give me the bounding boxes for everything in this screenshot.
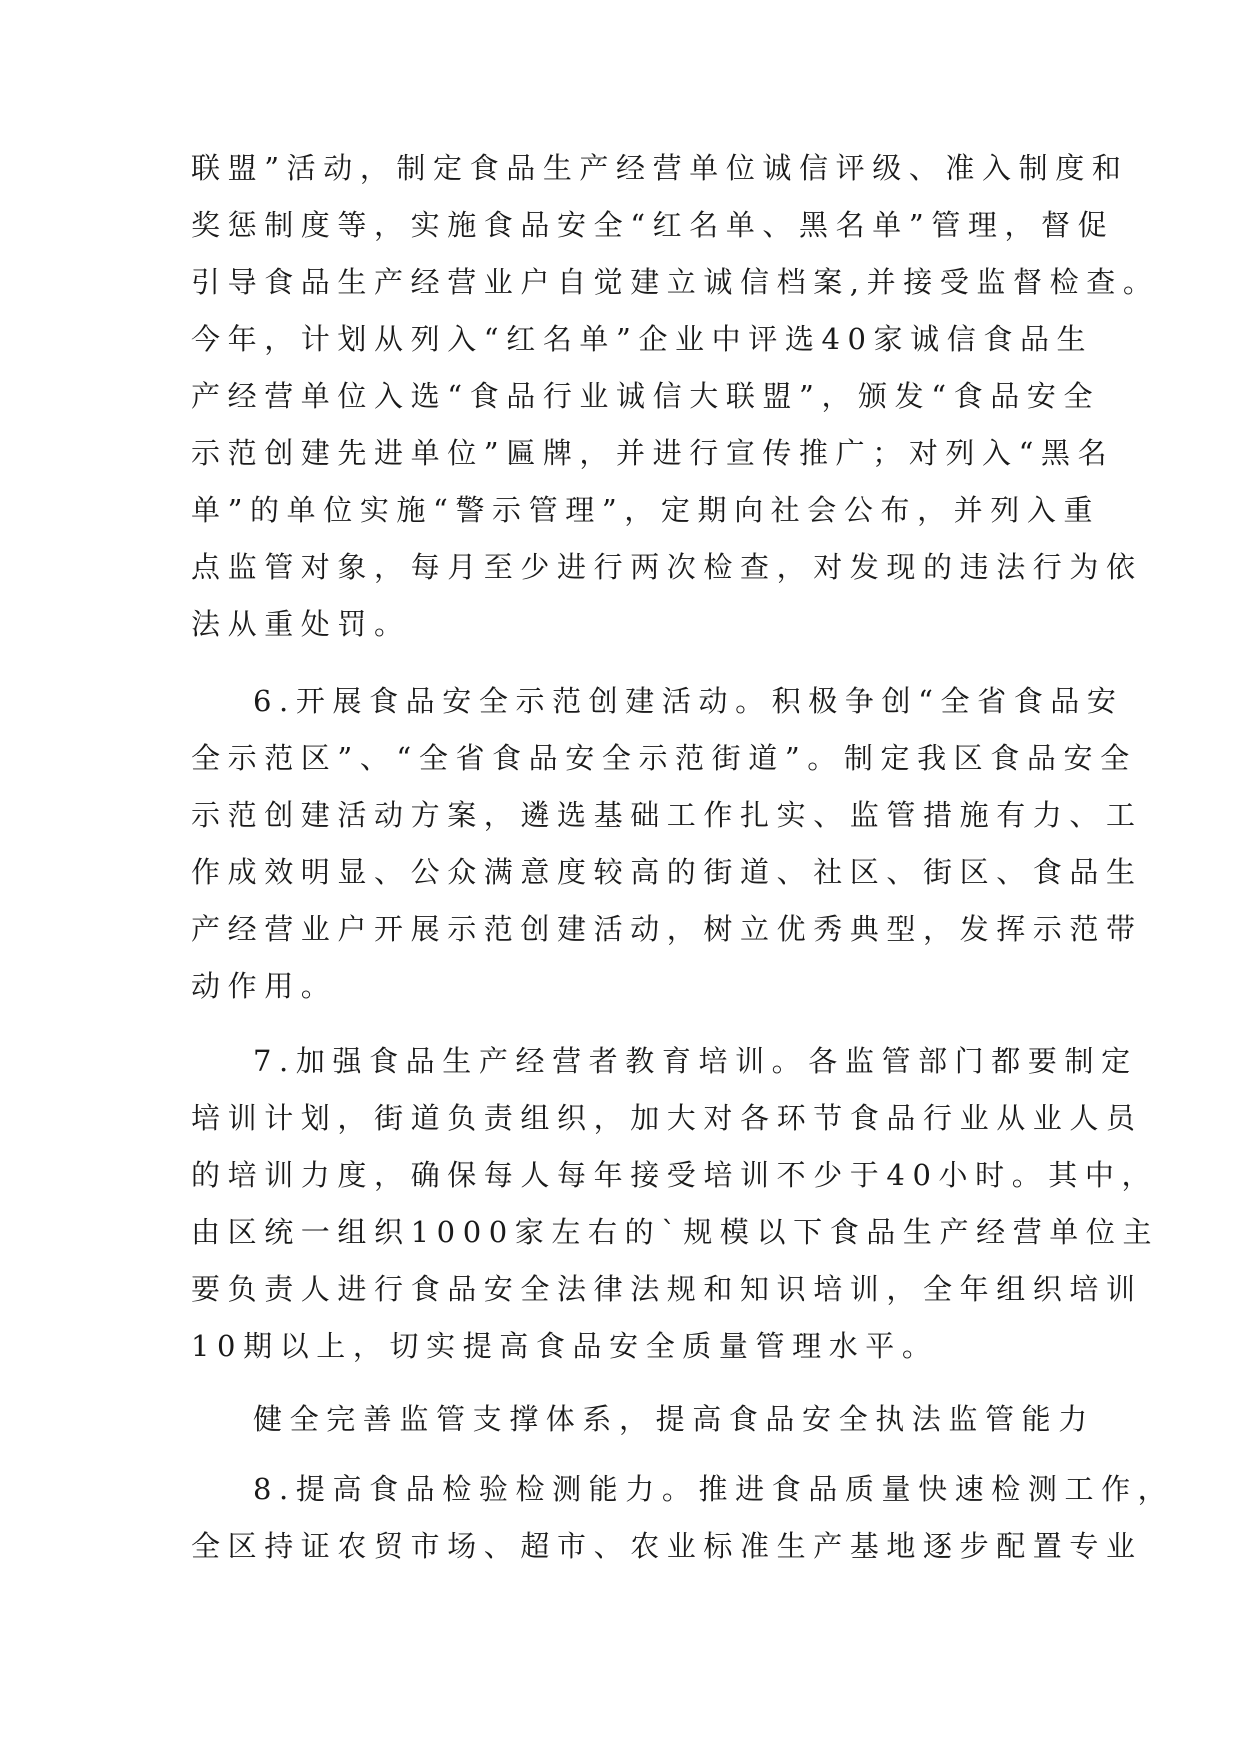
- text-line: 要负责人进行食品安全法律法规和知识培训，全年组织培训: [191, 1272, 1143, 1306]
- text-line: 点监管对象，每月至少进行两次检查，对发现的违法行为依: [191, 550, 1143, 584]
- text-line: 示范创建活动方案，遴选基础工作扎实、监管措施有力、工: [191, 798, 1143, 832]
- text-line: 联盟”活动，制定食品生产经营单位诚信评级、准入制度和: [191, 151, 1129, 185]
- text-line: 今年，计划从列入“红名单”企业中评选40家诚信食品生: [191, 322, 1094, 356]
- text-line: 示范创建先进单位”匾牌，并进行宣传推广；对列入“黑名: [191, 436, 1115, 470]
- paragraph-heading-8: 8.提高食品检验检测能力。推进食品质量快速检测工作，: [253, 1472, 1175, 1506]
- section-heading: 健全完善监管支撑体系，提高食品安全执法监管能力: [253, 1402, 1095, 1436]
- text-line: 培训计划，街道负责组织，加大对各环节食品行业从业人员: [191, 1101, 1143, 1135]
- text-line: 10期以上，切实提高食品安全质量管理水平。: [191, 1329, 939, 1363]
- paragraph-heading-7: 7.加强食品生产经营者教育培训。各监管部门都要制定: [253, 1044, 1138, 1078]
- text-line: 产经营单位入选“食品行业诚信大联盟”，颁发“食品安全: [191, 379, 1101, 413]
- text-line: 引导食品生产经营业户自觉建立诚信档案,并接受监督检查。: [191, 265, 1160, 299]
- text-line: 动作用。: [191, 969, 338, 1003]
- text-line: 法从重处罚。: [191, 607, 411, 641]
- paragraph-heading-6: 6.开展食品安全示范创建活动。积极争创“全省食品安: [253, 684, 1124, 718]
- text-line: 全区持证农贸市场、超市、农业标准生产基地逐步配置专业: [191, 1529, 1143, 1563]
- text-line: 产经营业户开展示范创建活动，树立优秀典型，发挥示范带: [191, 912, 1143, 946]
- text-line: 由区统一组织1000家左右的`规模以下食品生产经营单位主: [191, 1215, 1160, 1249]
- text-line: 全示范区”、“全省食品安全示范街道”。制定我区食品安全: [191, 741, 1137, 775]
- text-line: 的培训力度，确保每人每年接受培训不少于40小时。其中，: [191, 1158, 1159, 1192]
- text-line: 单”的单位实施“警示管理”，定期向社会公布，并列入重: [191, 493, 1101, 527]
- text-line: 作成效明显、公众满意度较高的街道、社区、街区、食品生: [191, 855, 1143, 889]
- text-line: 奖惩制度等，实施食品安全“红名单、黑名单”管理，督促: [191, 208, 1115, 242]
